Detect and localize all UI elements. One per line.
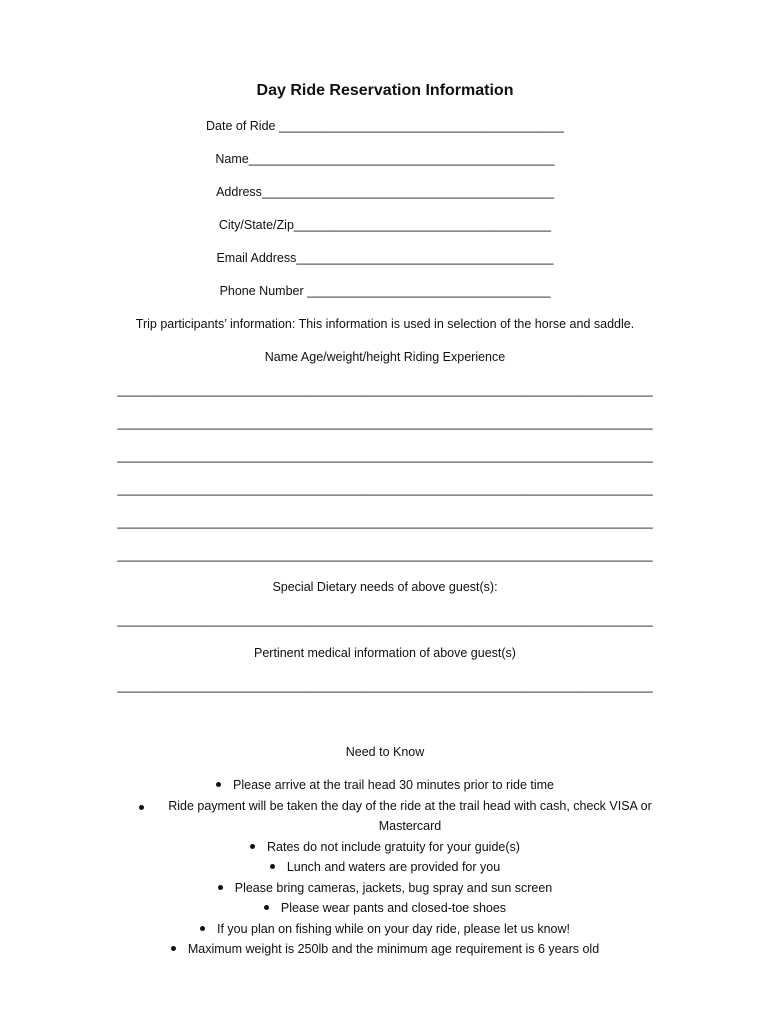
- bullet-icon: [200, 926, 205, 931]
- list-item: Please arrive at the trail head 30 minutes prior to ride time: [0, 775, 770, 796]
- bullet-icon: [139, 805, 144, 810]
- city-state-zip-field[interactable]: City/State/Zip_____________________________________: [218, 218, 552, 232]
- bullet-icon: [216, 782, 221, 787]
- participants-intro: Trip participants’ information: This information is used in selection of the horse and saddle.: [135, 317, 635, 331]
- list-item: Rates do not include gratuity for your guide(s): [0, 837, 770, 858]
- medical-label: Pertinent medical information of above guest(s): [254, 646, 516, 660]
- participant-line-2[interactable]: _____________________________________________________________________________: [117, 416, 653, 430]
- participant-line-6[interactable]: _____________________________________________________________________________: [117, 548, 653, 562]
- dietary-label: Special Dietary needs of above guest(s):: [272, 580, 498, 594]
- list-item: Please wear pants and closed-toe shoes: [0, 898, 770, 919]
- bullet-icon: [250, 844, 255, 849]
- participant-line-3[interactable]: _____________________________________________________________________________: [117, 449, 653, 463]
- bullet-icon: [264, 905, 269, 910]
- list-item: Please bring cameras, jackets, bug spray and sun screen: [0, 878, 770, 899]
- bullet-icon: [270, 864, 275, 869]
- need-to-know-list: [0, 775, 770, 960]
- bullet-icon: [171, 946, 176, 951]
- need-to-know-heading: Need to Know: [345, 745, 425, 759]
- list-item: Lunch and waters are provided for you: [0, 857, 770, 878]
- page-title: Day Ride Reservation Information: [256, 82, 514, 99]
- name-field[interactable]: Name____________________________________________: [215, 152, 555, 166]
- participants-headers: Name Age/weight/height Riding Experience: [264, 350, 506, 364]
- list-item: Maximum weight is 250lb and the minimum age requirement is 6 years old: [0, 939, 770, 960]
- dietary-line[interactable]: _____________________________________________________________________________: [117, 613, 653, 627]
- bullet-icon: [218, 885, 223, 890]
- participant-line-4[interactable]: _____________________________________________________________________________: [117, 482, 653, 496]
- address-field[interactable]: Address__________________________________________: [216, 185, 554, 199]
- phone-number-field[interactable]: Phone Number ___________________________________: [219, 284, 551, 298]
- list-item: If you plan on fishing while on your day ride, please let us know!: [0, 919, 770, 940]
- date-of-ride-field[interactable]: Date of Ride _________________________________________: [206, 119, 564, 133]
- email-address-field[interactable]: Email Address_____________________________________: [216, 251, 554, 265]
- medical-line[interactable]: _____________________________________________________________________________: [117, 679, 653, 693]
- list-item: Ride payment will be taken the day of the ride at the trail head with cash, check VISA or Mastercard: [0, 796, 770, 837]
- participant-line-5[interactable]: _____________________________________________________________________________: [117, 515, 653, 529]
- participant-line-1[interactable]: _____________________________________________________________________________: [117, 383, 653, 397]
